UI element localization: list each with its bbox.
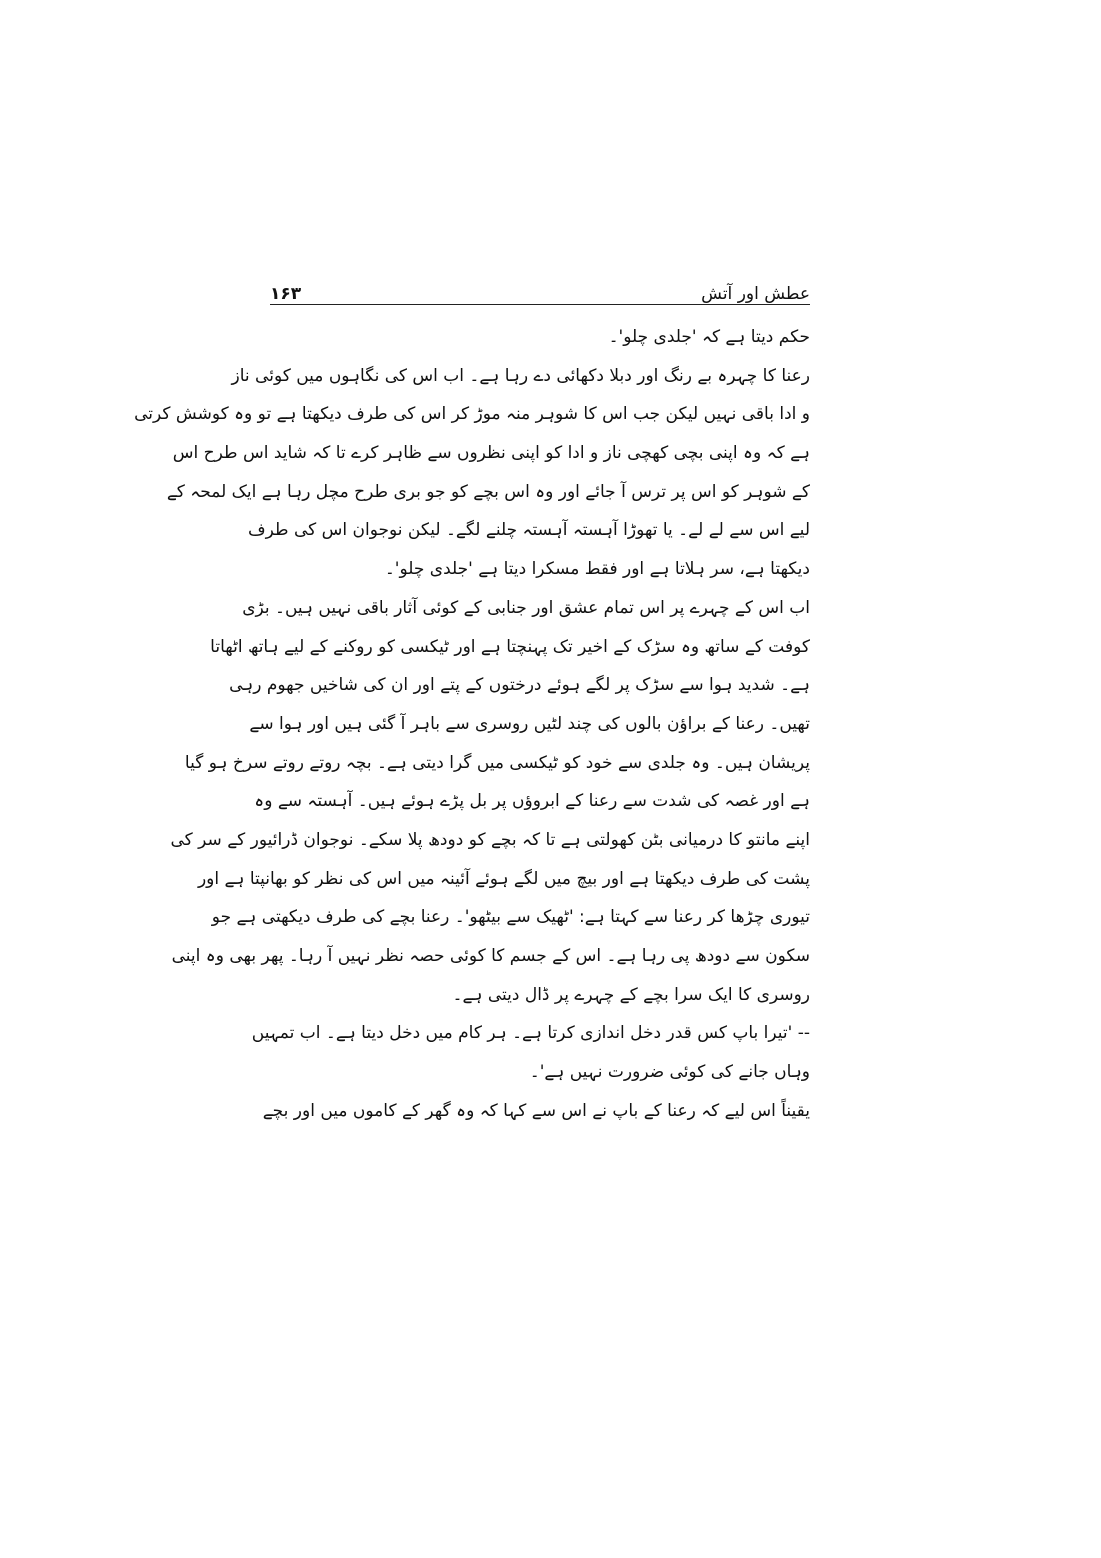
text-line: حکم دیتا ہے کہ 'جلدی چلو'۔ [608,327,810,347]
text-line: تھیں۔ رعنا کے براؤن بالوں کی چند لٹیں روسری سے باہر آ گئی ہیں اور ہوا سے [249,713,810,734]
text-line: یقیناً اس لیے کہ رعنا کے باپ نے اس سے کہا کہ وہ گھر کے کاموں میں اور بچے [262,1100,810,1121]
text-line: ہے اور غصہ کی شدت سے رعنا کے ابروؤں پر بل پڑے ہوئے ہیں۔ آہستہ سے وہ [254,791,810,812]
text-line: روسری کا ایک سرا بچے کے چہرے پر ڈال دیتی ہے۔ [452,984,810,1005]
text-line: لیے اس سے لے لے۔ یا تھوڑا آہستہ آہستہ چلنے لگے۔ لیکن نوجوان اس کی طرف [248,520,810,541]
text-line: اب اس کے چہرے پر اس تمام عشق اور جنابی کے کوئی آثار باقی نہیں ہیں۔ بڑی [242,597,810,618]
text-line: کے شوہر کو اس پر ترس آ جائے اور وہ اس بچے کو جو بری طرح مچل رہا ہے ایک لمحہ کے [166,481,810,502]
text-line: و ادا باقی نہیں لیکن جب اس کا شوہر منہ موڑ کر اس کی طرف دیکھتا ہے تو وہ کوشش کرتی [134,404,810,425]
text-line: ہے۔ شدید ہوا سے سڑک پر لگے ہوئے درختوں کے پتے اور ان کی شاخیں جھوم رہی [229,675,810,696]
text-line: رعنا کا چہرہ بے رنگ اور دبلا دکھائی دے رہا ہے۔ اب اس کی نگاہوں میں کوئی ناز [231,365,810,386]
text-line: سکون سے دودھ پی رہا ہے۔ اس کے جسم کا کوئی حصہ نظر نہیں آ رہا۔ پھر بھی وہ اپنی [171,946,810,966]
text-line: وہاں جانے کی کوئی ضرورت نہیں ہے'۔ [529,1062,810,1083]
header-rule [270,304,810,305]
text-line: تیوری چڑھا کر رعنا سے کہتا ہے: 'ٹھیک سے بیٹھو'۔ رعنا بچے کی طرف دیکھتی ہے جو [211,907,810,928]
text-line: اپنے مانتو کا درمیانی بٹن کھولتی ہے تا کہ بچے کو دودھ پلا سکے۔ نوجوان ڈرائیور کے سر کی [170,829,810,850]
running-title: عطش اور آتش [701,284,810,304]
text-line: -- 'تیرا باپ کس قدر دخل اندازی کرتا ہے۔ ہر کام میں دخل دیتا ہے۔ اب تمہیں [251,1023,810,1044]
page-number: ۱۶۳ [270,284,302,304]
text-body [134,318,810,1130]
text-line: پریشان ہیں۔ وہ جلدی سے خود کو ٹیکسی میں گرا دیتی ہے۔ بچہ روتے روتے سرخ ہو گیا [184,752,810,773]
text-line: دیکھتا ہے، سر ہلاتا ہے اور فقط مسکرا دیتا ہے 'جلدی چلو'۔ [384,559,810,580]
text-line: کوفت کے ساتھ وہ سڑک کے اخیر تک پہنچتا ہے اور ٹیکسی کو روکنے کے لیے ہاتھ اٹھاتا [210,636,810,657]
text-line: ہے کہ وہ اپنی بچی کھچی ناز و ادا کو اپنی نظروں سے ظاہر کرے تا کہ شاید اس طرح اس [172,443,810,464]
text-line: پشت کی طرف دیکھتا ہے اور بیچ میں لگے ہوئے آئینہ میں اس کی نظر کو بھانپتا ہے اور [197,868,810,889]
